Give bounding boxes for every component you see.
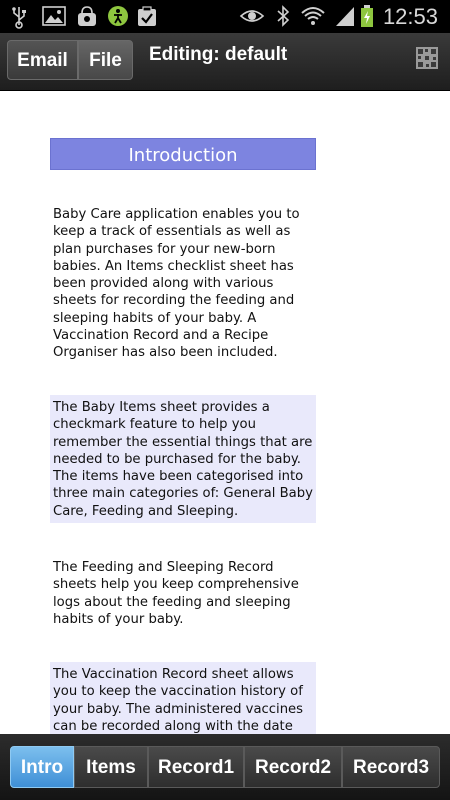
clipboard-check-icon bbox=[137, 5, 157, 27]
tab-record2[interactable]: Record2 bbox=[244, 746, 342, 788]
image-icon bbox=[42, 5, 66, 27]
page-title: Editing: default bbox=[149, 44, 288, 65]
tab-intro[interactable]: Intro bbox=[10, 746, 74, 788]
tab-record3[interactable]: Record3 bbox=[342, 746, 440, 788]
status-time: 12:53 bbox=[382, 4, 438, 29]
accessibility-icon bbox=[107, 5, 129, 27]
sheet-tab-bar bbox=[0, 734, 450, 800]
signal-icon bbox=[334, 5, 356, 27]
baby-items-paragraph: The Baby Items sheet provides a checkmark feature to help you remember the essential things that are needed to be purchased for the baby. The items have been categorised into three main categories of: General Baby Care, Feeding and Sleeping. bbox=[50, 395, 316, 523]
status-bar bbox=[0, 0, 450, 33]
tab-record1[interactable]: Record1 bbox=[148, 746, 244, 788]
section-heading: Introduction bbox=[50, 138, 316, 170]
usb-icon bbox=[10, 5, 28, 27]
document-view[interactable] bbox=[0, 91, 450, 734]
email-button[interactable]: Email bbox=[7, 40, 78, 80]
vaccination-paragraph: The Vaccination Record sheet allows you to keep the vaccination history of your baby. The administered vaccines can be recorded along with the date bbox=[50, 662, 316, 782]
wifi-icon bbox=[300, 5, 326, 27]
action-bar bbox=[0, 33, 450, 91]
bag-icon bbox=[76, 5, 98, 27]
battery-charging-icon bbox=[360, 5, 374, 27]
grid-icon[interactable] bbox=[416, 47, 438, 69]
bluetooth-icon bbox=[276, 5, 290, 27]
eye-icon bbox=[240, 5, 264, 27]
file-button[interactable]: File bbox=[78, 40, 133, 80]
feeding-sleeping-paragraph: The Feeding and Sleeping Record sheets help you keep comprehensive logs about the feeding and sleeping habits of your baby. bbox=[53, 560, 299, 627]
intro-paragraph: Baby Care application enables you to keep a track of essentials as well as plan purchases for your new-born babies. An Items checklist sheet has been provided along with various sheets for recording the feeding and sleeping habits of your baby. A Vaccination Record and a Recipe Organiser has also been included. bbox=[53, 207, 300, 361]
tab-items[interactable]: Items bbox=[74, 746, 148, 788]
